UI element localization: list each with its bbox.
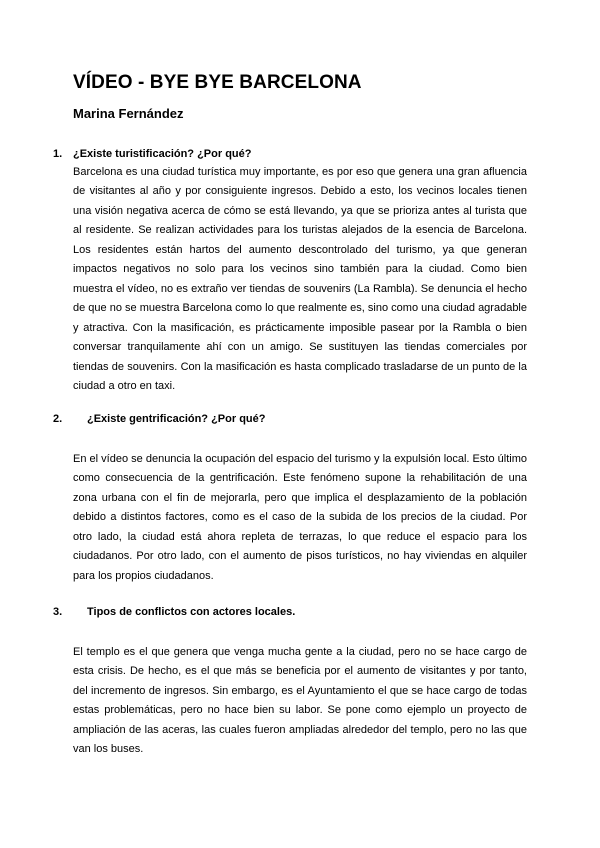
section-2-heading xyxy=(53,413,533,429)
section-1-title: ¿Existe turistificación? ¿Por qué? xyxy=(73,148,252,160)
section-3-heading xyxy=(53,606,533,622)
section-1-heading xyxy=(53,148,533,164)
section-2-body: En el vídeo se denuncia la ocupación del espacio del turismo y la expulsión local. Esto último como consecuencia de la gentrificación. Este fenómeno supone la rehabilitación de una zona urbana con el fin de mejorarla, pero que implica el desplazamiento de la población debido a distintos factores, como es el caso de la subida de los precios de la ciudad. Por otro lado, la ciudad está ahora repleta de terrazas, lo que reduce el espacio para los ciudadanos. Por otro lado, con el aumento de pisos turísticos, no hay viviendas en alquiler para los propios ciudadanos. xyxy=(73,453,527,582)
section-2-title: ¿Existe gentrificación? ¿Por qué? xyxy=(87,413,266,425)
section-1-body: Barcelona es una ciudad turística muy importante, es por eso que genera una gran afluencia de visitantes al año y por consiguiente ingresos. Debido a esto, los vecinos locales tienen una visión negativa acerca de cómo se está llevando, ya que se prioriza antes al turista que al residente. Se realizan actividades para los turistas alejados de la esencia de Barcelona. Los residentes están hartos del aumento descontrolado del turismo, ya que generan impactos negativos no solo para los vecinos sino también para la ciudad. Como bien muestra el vídeo, no es extraño ver tiendas de souvenirs (La Rambla). Se denuncia el hecho de que no se muestra Barcelona como lo que realmente es, sino como una ciudad agradable y atractiva. Con la masificación, es prácticamente imposible pasear por la Rambla o bien conversar tranquilamente ahí con un amigo. Se sustituyen las tiendas comerciales por tiendas de souvenirs. Con la masificación es hasta complicado trasladarse de un punto de la ciudad a otro en taxi. xyxy=(73,166,527,392)
section-3-number: 3. xyxy=(53,606,63,618)
section-3-title: Tipos de conflictos con actores locales. xyxy=(87,606,296,618)
author-name: Marina Fernández xyxy=(73,106,184,121)
section-3-body: El templo es el que genera que venga mucha gente a la ciudad, pero no se hace cargo de esta crisis. De hecho, es el que más se beneficia por el aumento de visitantes y por tanto, del incremento de ingresos. Sin embargo, es el Ayuntamiento el que se hace cargo de todas estas problemáticas, pero no hace bien su labor. Se pone como ejemplo un proyecto de ampliación de las aceras, las cuales fueron ampliadas alrededor del templo, pero no las que van los buses. xyxy=(73,646,527,756)
section-1-number: 1. xyxy=(53,148,63,160)
section-2-number: 2. xyxy=(53,413,63,425)
document-title: VÍDEO - BYE BYE BARCELONA xyxy=(73,72,362,93)
